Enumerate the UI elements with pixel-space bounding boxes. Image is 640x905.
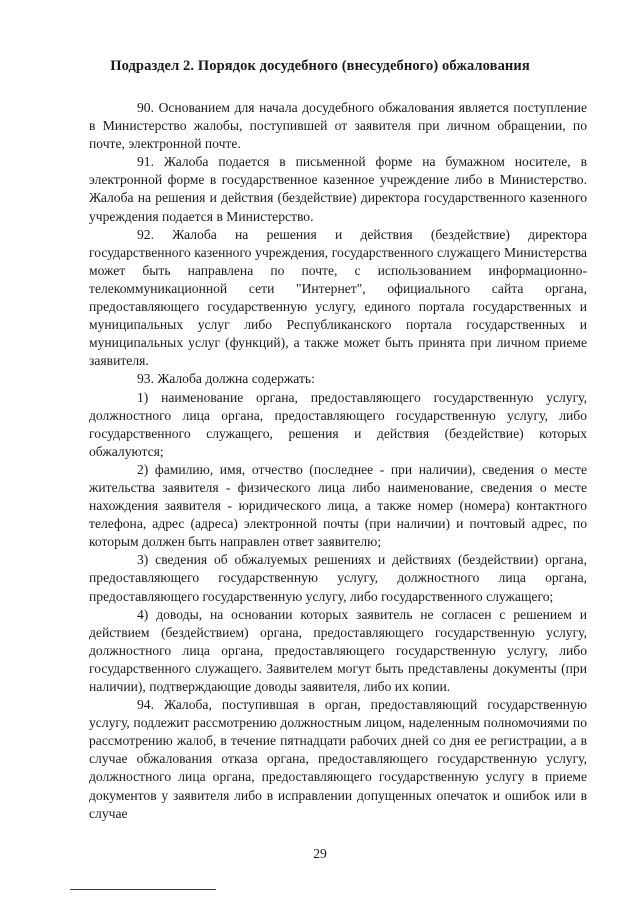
paragraph-91: 91. Жалоба подается в письменной форме на бумажном носителе, в электронной форме в государственное казенное учреждение либо в Министерство. Жалоба на решения и действия (бездействие) директора государственного казенного учреждения подается в Министерство. — [89, 154, 587, 224]
paragraph-94: 94. Жалоба, поступившая в орган, предоставляющий государственную услугу, подлежит рассмотрению должностным лицом, наделенным полномочиями по рассмотрению жалоб, в течение пятнадцати рабочих дней со дня ее регистрации, а в случае обжалования отказа органа, предоставляющего государственную услугу, должностного лица органа, предоставляющего государственную услугу в приеме документов у заявителя либо в исправлении допущенных опечаток и ошибок или в случае — [89, 697, 587, 821]
paragraph-93-item-4: 4) доводы, на основании которых заявитель не согласен с решением и действием (бездействием) органа, предоставляющего государственную услугу, должностного лица органа, предоставляющего государственную услугу, либо государственного служащего. Заявителем могут быть представлены документы (при наличии), подтверждающие доводы заявителя, либо их копии. — [89, 606, 587, 694]
section-heading: Подраздел 2. Порядок досудебного (внесудебного) обжалования — [110, 58, 530, 74]
paragraph-93: 93. Жалоба должна содержать: — [137, 371, 315, 387]
paragraph-93-item-1: 1) наименование органа, предоставляющего государственную услугу, должностного лица органа, предоставляющего государственную услугу, либо государственного служащего, решения и действия (бездействие) которых обжалуются; — [89, 389, 587, 459]
paragraph-93-item-3: 3) сведения об обжалуемых решениях и действиях (бездействии) органа, предоставляющего государственную услугу, должностного лица органа, предоставляющего государственную услугу, либо государственного служащего; — [89, 552, 587, 604]
footnote-divider — [70, 889, 216, 890]
paragraph-92: 92. Жалоба на решения и действия (бездействие) директора государственного казенного учреждения, государственного служащего Министерства может быть направлена по почте, с использованием информационно-телекоммуникационной сети "Интернет", официального сайта органа, предоставляющего государственную услугу, единого портала государственных и муниципальных услуг либо Республиканского портала государственных и муниципальных услуг (функций), а также может быть принята при личном приеме заявителя. — [89, 226, 587, 369]
paragraph-93-item-2: 2) фамилию, имя, отчество (последнее - при наличии), сведения о месте жительства заявителя - физического лица либо наименование, сведения о месте нахождения заявителя - юридического лица, а также номер (номера) контактного телефона, адрес (адреса) электронной почты (при наличии) и почтовый адрес, по которым должен быть направлен ответ заявителю; — [89, 461, 587, 550]
document-body — [89, 99, 587, 823]
page-number: 29 — [313, 846, 327, 861]
paragraph-90: 90. Основанием для начала досудебного обжалования является поступление в Министерство жалобы, поступившей от заявителя при личном обращении, по почте, электронной почте. — [89, 100, 587, 152]
